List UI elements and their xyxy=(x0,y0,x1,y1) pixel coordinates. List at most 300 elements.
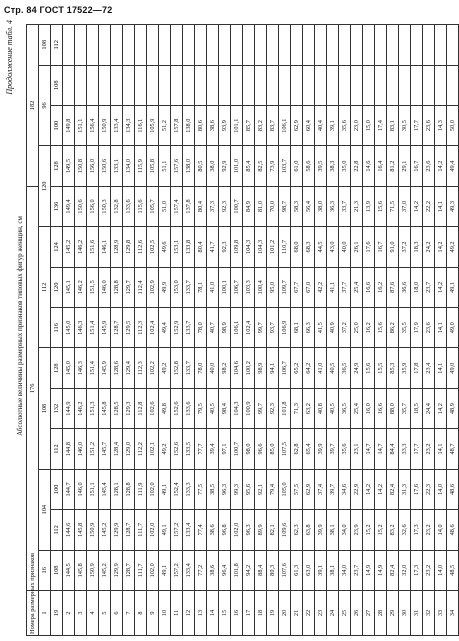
header-cell: 108 xyxy=(39,25,51,66)
empty-cell xyxy=(267,25,279,66)
value-cell: 36,5 xyxy=(339,388,351,428)
value-cell: 14,9 xyxy=(375,550,387,590)
value-cell: 40,5 xyxy=(327,348,339,388)
value-cell: 23,9 xyxy=(351,510,363,550)
value-cell: 93,9 xyxy=(219,105,231,145)
empty-cell xyxy=(435,65,447,105)
header-cell: 132 xyxy=(51,388,63,428)
value-cell: 146,3 xyxy=(75,348,87,388)
value-cell: 98,7 xyxy=(279,186,291,226)
value-cell: 17,9 xyxy=(411,308,423,348)
row-number-cell: 15 xyxy=(219,591,231,636)
value-cell: 68,3 xyxy=(303,227,315,267)
value-cell: 14,2 xyxy=(435,146,447,186)
row-number-cell: 12 xyxy=(183,591,195,636)
empty-cell xyxy=(315,65,327,105)
value-cell: 109,6 xyxy=(279,510,291,550)
value-cell: 34,0 xyxy=(339,550,351,590)
header-cell: 108 xyxy=(39,348,51,469)
value-cell: 98,2 xyxy=(219,348,231,388)
value-cell: 107,6 xyxy=(279,550,291,590)
value-cell: 17,3 xyxy=(411,550,423,590)
value-cell: 111,9 xyxy=(135,469,147,509)
value-cell: 129,4 xyxy=(123,348,135,388)
empty-cell xyxy=(75,65,87,105)
row-number-cell: 26 xyxy=(351,591,363,636)
value-cell: 101,2 xyxy=(267,227,279,267)
value-cell: 62,3 xyxy=(291,510,303,550)
value-cell: 41,7 xyxy=(207,227,219,267)
value-cell: 80,4 xyxy=(195,227,207,267)
value-cell: 91,0 xyxy=(387,227,399,267)
value-cell: 100,7 xyxy=(231,186,243,226)
header-cell: 120 xyxy=(51,267,63,307)
value-cell: 23,2 xyxy=(423,550,435,590)
empty-cell xyxy=(195,25,207,66)
empty-cell xyxy=(207,25,219,66)
value-cell: 145,8 xyxy=(75,510,87,550)
value-cell: 38,1 xyxy=(327,510,339,550)
value-cell: 144,5 xyxy=(63,550,75,590)
value-cell: 23,7 xyxy=(351,550,363,590)
empty-cell xyxy=(447,25,459,66)
value-cell: 133,7 xyxy=(183,308,195,348)
empty-cell xyxy=(279,65,291,105)
table-row xyxy=(99,25,111,636)
value-cell: 106,1 xyxy=(231,308,243,348)
value-cell: 48,6 xyxy=(447,469,459,509)
header-stub-cell: 19 xyxy=(51,591,63,636)
value-cell: 68,0 xyxy=(291,227,303,267)
empty-cell xyxy=(147,25,159,66)
empty-cell xyxy=(279,25,291,66)
empty-cell xyxy=(87,65,99,105)
value-cell: 144,9 xyxy=(63,388,75,428)
value-cell: 150,6 xyxy=(99,146,111,186)
value-cell: 61,0 xyxy=(291,146,303,186)
empty-cell xyxy=(399,25,411,66)
table-caption: Продолжение табл. 4 xyxy=(5,20,14,95)
value-cell: 39,1 xyxy=(315,550,327,590)
header-cell: 96 xyxy=(39,65,51,146)
value-cell: 37,4 xyxy=(315,469,327,509)
value-cell: 14,1 xyxy=(435,308,447,348)
value-cell: 88,0 xyxy=(387,388,399,428)
value-cell: 85,4 xyxy=(243,146,255,186)
row-number-cell: 30 xyxy=(399,591,411,636)
value-cell: 33,3 xyxy=(399,429,411,469)
value-cell: 116,1 xyxy=(135,105,147,145)
value-cell: 42,2 xyxy=(315,267,327,307)
table-row xyxy=(195,25,207,636)
empty-cell xyxy=(435,25,447,66)
value-cell: 41,1 xyxy=(327,267,339,307)
value-cell: 152,9 xyxy=(171,308,183,348)
value-cell: 39,1 xyxy=(327,105,339,145)
value-cell: 128,4 xyxy=(111,429,123,469)
value-cell: 14,0 xyxy=(435,510,447,550)
value-cell: 112,4 xyxy=(135,267,147,307)
value-cell: 102,5 xyxy=(147,227,159,267)
value-cell: 16,7 xyxy=(411,146,423,186)
value-cell: 81,2 xyxy=(387,146,399,186)
value-cell: 98,4 xyxy=(219,388,231,428)
empty-cell xyxy=(135,65,147,105)
value-cell: 78,1 xyxy=(195,267,207,307)
value-cell: 24,2 xyxy=(423,227,435,267)
value-cell: 134,0 xyxy=(123,146,135,186)
value-cell: 145,0 xyxy=(63,308,75,348)
value-cell: 64,2 xyxy=(303,348,315,388)
value-cell: 129,9 xyxy=(111,510,123,550)
value-cell: 99,7 xyxy=(255,388,267,428)
value-cell: 21,3 xyxy=(351,186,363,226)
value-cell: 102,1 xyxy=(147,429,159,469)
value-cell: 39,9 xyxy=(315,510,327,550)
value-cell: 49,1 xyxy=(159,550,171,590)
rotated-table-block xyxy=(4,16,456,636)
value-cell: 14,2 xyxy=(411,186,423,226)
value-cell: 80,4 xyxy=(195,186,207,226)
value-cell: 146,2 xyxy=(75,227,87,267)
value-cell: 133,4 xyxy=(183,550,195,590)
value-cell: 15,2 xyxy=(363,510,375,550)
table-row xyxy=(183,25,195,636)
table-row xyxy=(291,25,303,636)
value-cell: 49,4 xyxy=(447,146,459,186)
value-cell: 82,4 xyxy=(387,469,399,509)
value-cell: 41,0 xyxy=(207,267,219,307)
empty-cell xyxy=(411,65,423,105)
value-cell: 14,2 xyxy=(435,267,447,307)
value-cell: 94,2 xyxy=(243,550,255,590)
value-cell: 98,0 xyxy=(243,429,255,469)
header-cell: 128 xyxy=(51,348,63,388)
value-cell: 39,9 xyxy=(315,429,327,469)
value-cell: 151,3 xyxy=(87,388,99,428)
value-cell: 38,6 xyxy=(207,510,219,550)
value-cell: 129,7 xyxy=(123,267,135,307)
empty-cell xyxy=(363,65,375,105)
page-header: Стр. 84 ГОСТ 17522—72 xyxy=(4,5,113,15)
value-cell: 14,2 xyxy=(363,469,375,509)
table-row xyxy=(231,25,243,636)
table-row xyxy=(327,25,339,636)
table-title: Абсолютные величины размерных признаков типовых фигур женщин, см xyxy=(16,216,24,436)
value-cell: 40,8 xyxy=(315,388,327,428)
value-cell: 48,7 xyxy=(447,429,459,469)
empty-cell xyxy=(255,65,267,105)
row-number-cell: 21 xyxy=(291,591,303,636)
value-cell: 138,0 xyxy=(183,105,195,145)
value-cell: 41,0 xyxy=(315,348,327,388)
table-row xyxy=(447,25,459,636)
value-cell: 129,3 xyxy=(123,388,135,428)
empty-cell xyxy=(75,25,87,66)
value-cell: 99,7 xyxy=(255,308,267,348)
value-cell: 102,0 xyxy=(231,510,243,550)
empty-cell xyxy=(99,65,111,105)
value-cell: 145,2 xyxy=(99,550,111,590)
value-cell: 137,8 xyxy=(183,186,195,226)
value-cell: 104,3 xyxy=(231,388,243,428)
value-cell: 25,4 xyxy=(351,388,363,428)
header-cell: 100 xyxy=(51,105,63,145)
value-cell: 146,3 xyxy=(75,308,87,348)
value-cell: 112,3 xyxy=(135,348,147,388)
value-cell: 14,3 xyxy=(435,105,447,145)
empty-cell xyxy=(207,65,219,105)
value-cell: 49,1 xyxy=(447,267,459,307)
value-cell: 81,0 xyxy=(255,186,267,226)
value-cell: 133,6 xyxy=(123,186,135,226)
value-cell: 85,0 xyxy=(267,429,279,469)
header-cell: 112 xyxy=(51,429,63,469)
value-cell: 63,8 xyxy=(303,510,315,550)
value-cell: 62,9 xyxy=(303,469,315,509)
empty-cell xyxy=(267,65,279,105)
value-cell: 14,7 xyxy=(375,429,387,469)
value-cell: 132,8 xyxy=(111,186,123,226)
value-cell: 40,4 xyxy=(315,105,327,145)
value-cell: 151,4 xyxy=(87,308,99,348)
empty-cell xyxy=(387,25,399,66)
value-cell: 23,6 xyxy=(423,308,435,348)
value-cell: 144,6 xyxy=(63,510,75,550)
value-cell: 23,2 xyxy=(423,510,435,550)
value-cell: 35,7 xyxy=(399,388,411,428)
value-cell: 157,2 xyxy=(171,550,183,590)
empty-cell xyxy=(243,65,255,105)
row-number-cell: 10 xyxy=(159,591,171,636)
value-cell: 151,4 xyxy=(87,348,99,388)
value-cell: 128,7 xyxy=(123,550,135,590)
value-cell: 129,0 xyxy=(123,429,135,469)
value-cell: 134,3 xyxy=(123,105,135,145)
value-cell: 15,6 xyxy=(375,186,387,226)
value-cell: 101,0 xyxy=(231,146,243,186)
empty-cell xyxy=(159,25,171,66)
value-cell: 38,3 xyxy=(327,146,339,186)
value-cell: 82,1 xyxy=(267,510,279,550)
value-cell: 100,2 xyxy=(243,348,255,388)
value-cell: 77,4 xyxy=(195,510,207,550)
value-cell: 145,8 xyxy=(99,388,111,428)
table-row xyxy=(75,25,87,636)
header-row xyxy=(27,25,39,636)
value-cell: 38,0 xyxy=(207,146,219,186)
value-cell: 106,9 xyxy=(279,308,291,348)
value-cell: 49,6 xyxy=(159,227,171,267)
row-number-cell: 22 xyxy=(303,591,315,636)
value-cell: 50,0 xyxy=(447,105,459,145)
value-cell: 14,9 xyxy=(363,550,375,590)
value-cell: 63,0 xyxy=(303,550,315,590)
value-cell: 144,7 xyxy=(63,469,75,509)
value-cell: 145,2 xyxy=(99,510,111,550)
table-row xyxy=(135,25,147,636)
table-row xyxy=(303,25,315,636)
value-cell: 38,6 xyxy=(207,105,219,145)
row-number-cell: 23 xyxy=(315,591,327,636)
value-cell: 100,7 xyxy=(231,429,243,469)
value-cell: 157,4 xyxy=(171,186,183,226)
value-cell: 133,7 xyxy=(183,267,195,307)
value-cell: 68,1 xyxy=(291,308,303,348)
header-cell: 112 xyxy=(39,227,51,348)
value-cell: 151,2 xyxy=(87,429,99,469)
value-cell: 96,3 xyxy=(219,469,231,509)
row-number-cell: 6 xyxy=(111,591,123,636)
empty-cell xyxy=(327,25,339,66)
value-cell: 40,0 xyxy=(339,227,351,267)
value-cell: 83,2 xyxy=(387,510,399,550)
value-cell: 29,1 xyxy=(399,146,411,186)
empty-cell xyxy=(351,65,363,105)
value-cell: 36,6 xyxy=(399,267,411,307)
value-cell: 133,4 xyxy=(183,510,195,550)
header-cell: 16 xyxy=(39,550,51,590)
value-cell: 67,0 xyxy=(303,267,315,307)
value-cell: 22,2 xyxy=(423,186,435,226)
value-cell: 48,5 xyxy=(447,550,459,590)
value-cell: 84,4 xyxy=(387,429,399,469)
value-cell: 129,9 xyxy=(111,550,123,590)
value-cell: 129,8 xyxy=(123,227,135,267)
value-cell: 62,9 xyxy=(291,105,303,145)
value-cell: 57,5 xyxy=(291,469,303,509)
table-row xyxy=(279,25,291,636)
value-cell: 37,3 xyxy=(207,186,219,226)
header-cell: 112 xyxy=(51,25,63,66)
value-cell: 78,0 xyxy=(195,348,207,388)
empty-cell xyxy=(399,65,411,105)
empty-cell xyxy=(423,25,435,66)
value-cell: 49,1 xyxy=(159,510,171,550)
value-cell: 37,2 xyxy=(339,308,351,348)
value-cell: 40,5 xyxy=(207,388,219,428)
value-cell: 128,9 xyxy=(111,227,123,267)
value-cell: 37,7 xyxy=(339,267,351,307)
value-cell: 128,7 xyxy=(111,308,123,348)
row-number-cell: 13 xyxy=(195,591,207,636)
value-cell: 49,2 xyxy=(447,227,459,267)
value-cell: 77,7 xyxy=(195,429,207,469)
value-cell: 23,7 xyxy=(423,267,435,307)
value-cell: 156,0 xyxy=(87,146,99,186)
value-cell: 15,0 xyxy=(363,105,375,145)
value-cell: 49,0 xyxy=(447,348,459,388)
value-cell: 38,1 xyxy=(327,550,339,590)
empty-cell xyxy=(375,25,387,66)
value-cell: 145,0 xyxy=(63,348,75,388)
value-cell: 146,2 xyxy=(75,267,87,307)
value-cell: 92,9 xyxy=(219,146,231,186)
value-cell: 16,6 xyxy=(375,388,387,428)
value-cell: 95,0 xyxy=(267,267,279,307)
empty-cell xyxy=(387,65,399,105)
empty-cell xyxy=(291,65,303,105)
value-cell: 22,9 xyxy=(351,469,363,509)
value-cell: 150,9 xyxy=(87,510,99,550)
value-cell: 145,1 xyxy=(63,267,75,307)
empty-cell xyxy=(219,25,231,66)
value-cell: 35,6 xyxy=(339,429,351,469)
empty-cell xyxy=(63,25,75,66)
value-cell: 152,6 xyxy=(171,429,183,469)
empty-cell xyxy=(63,65,75,105)
value-cell: 40,7 xyxy=(207,308,219,348)
empty-cell xyxy=(219,65,231,105)
value-cell: 102,2 xyxy=(147,348,159,388)
value-cell: 16,4 xyxy=(375,146,387,186)
table-row xyxy=(423,25,435,636)
value-cell: 96,6 xyxy=(255,429,267,469)
empty-cell xyxy=(363,25,375,66)
value-cell: 56,4 xyxy=(303,186,315,226)
value-cell: 37,2 xyxy=(399,227,411,267)
value-cell: 102,0 xyxy=(147,469,159,509)
value-cell: 35,9 xyxy=(399,348,411,388)
value-cell: 145,7 xyxy=(99,429,111,469)
value-cell: 83,7 xyxy=(267,105,279,145)
value-cell: 92,3 xyxy=(219,227,231,267)
row-number-cell: 33 xyxy=(435,591,447,636)
table-row xyxy=(147,25,159,636)
value-cell: 128,6 xyxy=(111,348,123,388)
value-cell: 18,0 xyxy=(411,267,423,307)
empty-cell xyxy=(303,65,315,105)
row-number-cell: 8 xyxy=(135,591,147,636)
value-cell: 66,3 xyxy=(303,308,315,348)
value-cell: 14,2 xyxy=(435,227,447,267)
row-number-cell: 14 xyxy=(207,591,219,636)
value-cell: 82,4 xyxy=(387,550,399,590)
value-cell: 112,2 xyxy=(135,429,147,469)
value-cell: 95,6 xyxy=(243,469,255,509)
value-cell: 37,0 xyxy=(399,186,411,226)
value-cell: 79,5 xyxy=(195,388,207,428)
table-row xyxy=(363,25,375,636)
empty-cell xyxy=(147,65,159,105)
value-cell: 25,0 xyxy=(351,308,363,348)
value-cell: 133,6 xyxy=(183,388,195,428)
value-cell: 151,6 xyxy=(87,227,99,267)
value-cell: 24,9 xyxy=(351,348,363,388)
row-number-cell: 20 xyxy=(279,591,291,636)
value-cell: 133,1 xyxy=(111,146,123,186)
value-cell: 40,5 xyxy=(327,388,339,428)
value-cell: 36,5 xyxy=(339,348,351,388)
value-cell: 14,1 xyxy=(435,429,447,469)
table-row xyxy=(435,25,447,636)
value-cell: 23,1 xyxy=(351,429,363,469)
value-cell: 15,2 xyxy=(375,510,387,550)
value-cell: 83,1 xyxy=(387,105,399,145)
value-cell: 145,4 xyxy=(99,469,111,509)
value-cell: 16,7 xyxy=(375,227,387,267)
value-cell: 144,8 xyxy=(63,429,75,469)
header-cell: 120 xyxy=(39,146,51,227)
value-cell: 128,7 xyxy=(123,510,135,550)
value-cell: 96,4 xyxy=(219,550,231,590)
value-cell: 38,0 xyxy=(315,186,327,226)
value-cell: 32,0 xyxy=(399,550,411,590)
value-cell: 104,3 xyxy=(255,227,267,267)
value-cell: 102,4 xyxy=(243,308,255,348)
table-row xyxy=(267,25,279,636)
table-row xyxy=(87,25,99,636)
